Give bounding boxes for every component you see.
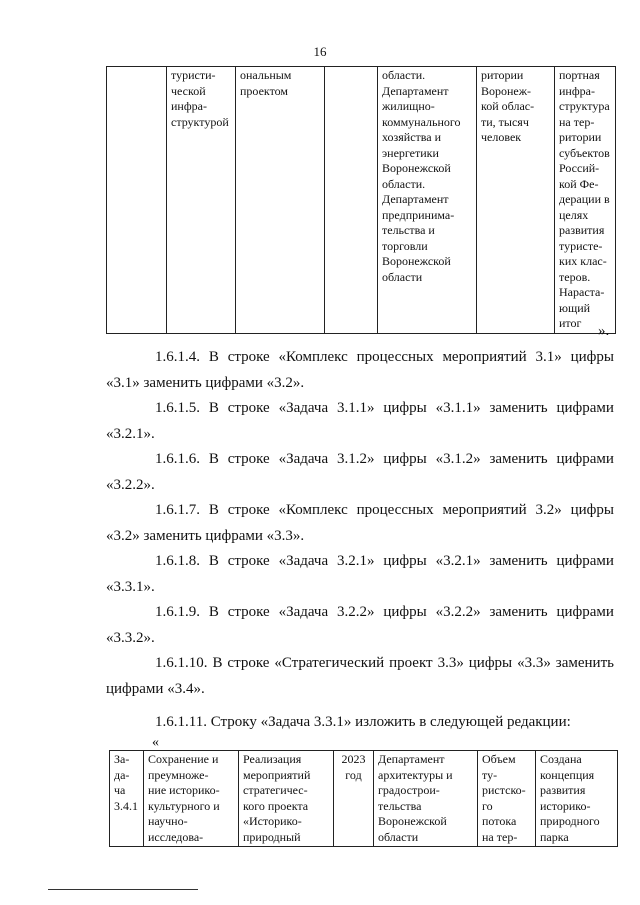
- paragraph-word: заменить: [489, 604, 548, 620]
- paragraph-word: 3.1»: [535, 349, 562, 365]
- cell-text: области: [378, 829, 419, 844]
- cell-text: на тер-: [559, 114, 595, 129]
- table-cell: [536, 751, 618, 847]
- paragraph-word: строке: [227, 655, 270, 671]
- paragraph-word: цифры: [383, 604, 427, 620]
- paragraph-word: В: [208, 400, 219, 416]
- cell-text: инфра-: [171, 99, 207, 113]
- table-row: [110, 751, 618, 847]
- cell-text: итог: [559, 316, 582, 330]
- cell-text: ристско-: [482, 783, 526, 797]
- amendment-paragraph-continuation: «3.2» заменить цифрами «3.3».: [106, 528, 305, 544]
- cell-text: Объем: [482, 752, 516, 766]
- paragraph-word: В: [208, 349, 219, 365]
- cell-text: тельства: [378, 798, 422, 813]
- cell-text: области.: [382, 68, 426, 82]
- cell-text: структура: [559, 99, 610, 113]
- paragraph-word: «Задача: [278, 604, 329, 620]
- cell-text: научно-: [148, 814, 188, 828]
- paragraph-word: цифры: [570, 502, 614, 518]
- amendment-paragraph: 1.6.1.11. Строку «Задача 3.3.1» изложить в следующей редакции:: [155, 714, 571, 730]
- cell-text: потока: [482, 814, 517, 828]
- paragraph-word: «Комплекс: [278, 502, 348, 518]
- cell-text: 3.4.1: [114, 798, 138, 813]
- paragraph-word: цифры: [383, 400, 427, 416]
- cell-text: коммунального: [382, 114, 461, 129]
- paragraph-word: 1.6.1.6.: [155, 451, 200, 467]
- paragraph-word: 3.1.2»: [337, 451, 375, 467]
- cell-text: преумноже-: [148, 767, 209, 782]
- cell-text: Департамент: [382, 83, 449, 98]
- amendment-paragraph: [155, 551, 614, 571]
- continuation-table: [106, 66, 616, 334]
- paragraph-word: цифры: [383, 451, 427, 467]
- table-cell: [167, 67, 236, 334]
- paragraph-word: 1.6.1.9.: [155, 604, 200, 620]
- cell-text: ту-: [482, 767, 498, 782]
- paragraph-word: В: [208, 451, 219, 467]
- cell-text: субъектов: [559, 145, 610, 160]
- cell-text: год: [345, 767, 362, 782]
- paragraph-word: процессных: [356, 349, 434, 365]
- cell-text: За-: [114, 752, 130, 766]
- amendment-paragraph: [155, 398, 614, 418]
- paragraph-word: 3.1.1»: [337, 400, 375, 416]
- paragraph-word: «Задача: [278, 451, 329, 467]
- cell-text: целях: [559, 207, 589, 222]
- amendment-paragraph-continuation: цифрами «3.4».: [106, 681, 205, 697]
- paragraph-word: заменить: [489, 553, 548, 569]
- amendment-paragraph: [155, 653, 614, 673]
- paragraph-word: цифрами: [556, 400, 614, 416]
- cell-text: Воронежской: [382, 161, 451, 175]
- paragraph-word: цифрами: [556, 553, 614, 569]
- cell-text: Воронежской: [378, 814, 447, 828]
- paragraph-word: «3.2.2»: [435, 604, 481, 620]
- cell-text: Реализация: [243, 752, 302, 766]
- cell-text: человек: [481, 130, 522, 144]
- paragraph-word: 1.6.1.10.: [155, 655, 208, 671]
- paragraph-word: «3.1.1»: [435, 400, 481, 416]
- cell-text: структурой: [171, 114, 229, 129]
- cell-text: хозяйства и: [382, 130, 442, 144]
- paragraph-word: В: [208, 553, 219, 569]
- cell-text: развития: [540, 783, 586, 797]
- cell-text: Департамент: [382, 192, 449, 206]
- paragraph-word: цифрами: [556, 604, 614, 620]
- table-cell: [477, 67, 555, 334]
- cell-text: развития: [559, 223, 605, 237]
- cell-text: туристи-: [171, 68, 216, 82]
- cell-text: ритории: [481, 68, 524, 82]
- amendment-paragraph-continuation: «3.3.1».: [106, 579, 155, 595]
- paragraph-word: строке: [227, 451, 270, 467]
- cell-text: инфра-: [559, 83, 595, 98]
- cell-text: Воронежской: [382, 254, 451, 268]
- table-cell: [144, 751, 239, 847]
- cell-text: концепция: [540, 767, 595, 782]
- paragraph-word: строке: [227, 502, 270, 518]
- paragraph-word: 1.6.1.8.: [155, 553, 200, 569]
- paragraph-word: «3.3»: [517, 655, 551, 671]
- opening-quote: «: [152, 735, 159, 750]
- paragraph-word: «3.2.1»: [435, 553, 481, 569]
- cell-text: на тер-: [482, 829, 518, 844]
- paragraph-word: «Комплекс: [278, 349, 348, 365]
- paragraph-word: строке: [227, 349, 270, 365]
- page-number: 16: [313, 44, 327, 59]
- cell-text: торговли: [382, 238, 428, 253]
- table-row: [107, 67, 616, 334]
- paragraph-word: строке: [227, 604, 270, 620]
- cell-text: области.: [382, 176, 426, 191]
- paragraph-word: 3.2.1»: [337, 553, 375, 569]
- cell-text: ритории: [559, 130, 602, 144]
- cell-text: Сохранение и: [148, 752, 219, 766]
- paragraph-word: В: [208, 502, 219, 518]
- table-cell: [236, 67, 325, 334]
- cell-text: туристе-: [559, 238, 603, 253]
- cell-text: энергетики: [382, 145, 439, 160]
- amendment-paragraph: [155, 449, 614, 469]
- amendment-paragraph-continuation: «3.1» заменить цифрами «3.2».: [106, 375, 305, 391]
- cell-text: ча: [114, 783, 126, 797]
- amendment-paragraph: [155, 347, 614, 367]
- paragraph-word: заменить: [489, 451, 548, 467]
- cell-text: тельства и: [382, 223, 435, 237]
- cell-text: ких клас-: [559, 254, 607, 268]
- cell-text: Департамент: [378, 752, 445, 766]
- paragraph-word: строке: [227, 400, 270, 416]
- cell-text: кой Фе-: [559, 176, 599, 191]
- table-cell: [334, 751, 374, 847]
- cell-text: Нараста-: [559, 285, 605, 299]
- paragraph-word: проект: [389, 655, 433, 671]
- paragraph-word: заменить: [555, 655, 614, 671]
- paragraph-word: «Задача: [278, 553, 329, 569]
- cell-text: теров.: [559, 269, 591, 284]
- paragraph-word: «Задача: [278, 400, 329, 416]
- paragraph-word: 1.6.1.5.: [155, 400, 200, 416]
- paragraph-word: цифры: [383, 553, 427, 569]
- cell-text: кого проекта: [243, 798, 309, 813]
- cell-text: области: [382, 269, 423, 284]
- table-cell: [239, 751, 334, 847]
- paragraph-word: процессных: [356, 502, 434, 518]
- paragraph-word: В: [212, 655, 223, 671]
- paragraph-word: цифры: [468, 655, 513, 671]
- paragraph-word: 3.3»: [437, 655, 464, 671]
- cell-text: да-: [114, 767, 130, 782]
- cell-text: стратегичес-: [243, 783, 308, 797]
- paragraph-word: «Стратегический: [274, 655, 385, 671]
- cell-text: архитектуры и: [378, 767, 453, 782]
- cell-text: исследова-: [148, 829, 204, 844]
- cell-text: предпринима-: [382, 207, 455, 222]
- closing-quote: ».: [598, 323, 610, 339]
- table-cell: [555, 67, 616, 334]
- paragraph-word: цифрами: [556, 451, 614, 467]
- cell-text: ние историко-: [148, 783, 220, 797]
- cell-text: 2023: [341, 752, 366, 766]
- cell-text: парка: [540, 829, 569, 844]
- cell-text: жилищно-: [382, 99, 435, 113]
- paragraph-word: цифры: [570, 349, 614, 365]
- footnote-separator: [48, 889, 198, 890]
- amendment-paragraph: [155, 602, 614, 622]
- cell-text: природный: [243, 829, 301, 844]
- table-cell: [478, 751, 536, 847]
- cell-text: мероприятий: [243, 767, 311, 782]
- cell-text: Воронеж-: [481, 83, 532, 98]
- paragraph-word: 1.6.1.4.: [155, 349, 200, 365]
- paragraph-word: заменить: [489, 400, 548, 416]
- cell-text: дерации в: [559, 192, 610, 206]
- amendment-paragraph-continuation: «3.2.1».: [106, 426, 155, 442]
- cell-text: кой облас-: [481, 99, 535, 113]
- paragraph-word: «3.1.2»: [435, 451, 481, 467]
- table-cell: [325, 67, 378, 334]
- cell-text: Россий-: [559, 161, 600, 175]
- cell-text: го: [482, 798, 493, 813]
- replacement-table: [109, 750, 618, 847]
- paragraph-word: мероприятий: [442, 502, 527, 518]
- table-cell: [107, 67, 167, 334]
- cell-text: градострои-: [378, 783, 440, 797]
- table-cell: [110, 751, 144, 847]
- cell-text: ческой: [171, 83, 206, 98]
- cell-text: проектом: [240, 83, 289, 98]
- table-cell: [374, 751, 478, 847]
- cell-text: «Историко-: [243, 814, 302, 828]
- cell-text: природного: [540, 814, 600, 828]
- paragraph-word: 3.2.2»: [337, 604, 375, 620]
- cell-text: историко-: [540, 798, 591, 813]
- cell-text: ти, тысяч: [481, 114, 529, 129]
- amendment-paragraph-continuation: «3.2.2».: [106, 477, 155, 493]
- paragraph-word: строке: [227, 553, 270, 569]
- table-cell: [378, 67, 477, 334]
- paragraph-word: мероприятий: [442, 349, 527, 365]
- cell-text: Создана: [540, 752, 582, 766]
- cell-text: ональным: [240, 68, 292, 82]
- cell-text: портная: [559, 68, 600, 82]
- paragraph-word: В: [208, 604, 219, 620]
- paragraph-word: 3.2»: [535, 502, 562, 518]
- cell-text: культурного и: [148, 798, 220, 813]
- cell-text: ющий: [559, 300, 591, 315]
- amendment-paragraph-continuation: «3.3.2».: [106, 630, 155, 646]
- paragraph-word: 1.6.1.7.: [155, 502, 200, 518]
- amendment-paragraph: [155, 500, 614, 520]
